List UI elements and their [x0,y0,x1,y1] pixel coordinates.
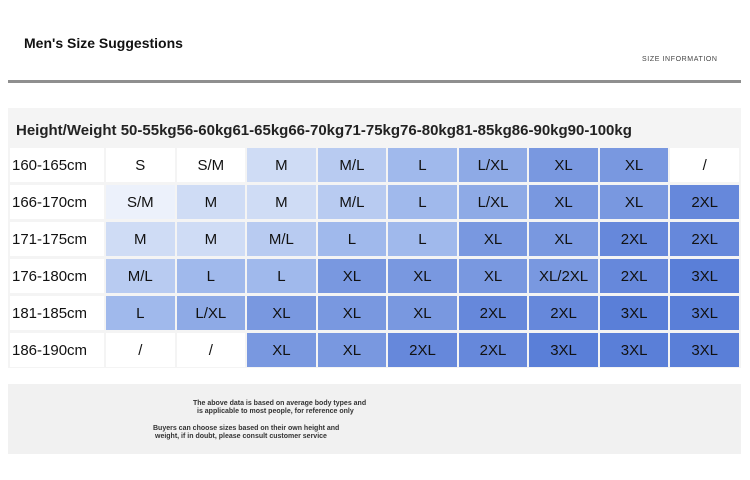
size-cell: XL [600,148,669,182]
size-cell: XL/2XL [529,259,598,293]
size-cell: XL [529,148,598,182]
size-cell: 2XL [670,185,739,219]
height-label: 166-170cm [10,185,104,219]
size-cell: M [177,185,246,219]
size-cell: 2XL [670,222,739,256]
table-header-row [10,115,739,145]
size-information-label: SIZE INFORMATION [642,56,718,63]
size-cell: M [177,222,246,256]
size-cell: XL [388,296,457,330]
size-cell: XL [529,222,598,256]
size-cell: XL [318,259,387,293]
size-cell: 2XL [388,333,457,367]
size-cell: XL [247,333,316,367]
table-row [10,222,739,256]
size-cell: 2XL [600,259,669,293]
size-cell: 3XL [600,296,669,330]
size-cell: 3XL [670,259,739,293]
height-label: 160-165cm [10,148,104,182]
height-label: 186-190cm [10,333,104,367]
size-cell: L/XL [459,148,528,182]
size-cell: 2XL [529,296,598,330]
notes-panel [8,384,741,454]
header-divider [8,80,741,83]
size-cell: 3XL [529,333,598,367]
size-cell: 2XL [459,333,528,367]
size-cell: S [106,148,175,182]
size-cell: L [106,296,175,330]
size-cell: XL [318,296,387,330]
size-cell: L [177,259,246,293]
size-cell: 3XL [670,333,739,367]
table-row [10,185,739,219]
size-cell: L/XL [177,296,246,330]
table-body [10,148,739,367]
size-cell: L [388,185,457,219]
size-cell: L [388,148,457,182]
size-cell: M/L [106,259,175,293]
size-cell: 2XL [459,296,528,330]
size-cell: XL [600,185,669,219]
size-cell: L [247,259,316,293]
height-label: 176-180cm [10,259,104,293]
size-cell: M/L [318,148,387,182]
height-label: 181-185cm [10,296,104,330]
size-cell: L [318,222,387,256]
note-line-1: The above data is based on average body types and [193,400,367,407]
size-cell: S/M [106,185,175,219]
size-cell: 3XL [670,296,739,330]
size-cell: M/L [318,185,387,219]
note-line-3: Buyers can choose sizes based on their own height and [153,425,340,432]
size-cell: XL [459,259,528,293]
size-cell: / [670,148,739,182]
size-table [8,112,741,370]
size-cell: M [247,185,316,219]
table-row [10,259,739,293]
size-cell: XL [388,259,457,293]
size-cell: 3XL [600,333,669,367]
size-cell: / [177,333,246,367]
size-cell: XL [318,333,387,367]
size-cell: L [388,222,457,256]
size-cell: XL [247,296,316,330]
table-heading: Height/Weight 50-55kg56-60kg61-65kg66-70kg71-75kg76-80kg81-85kg86-90kg90-100kg [16,121,632,139]
size-cell: L/XL [459,185,528,219]
size-cell: XL [529,185,598,219]
size-cell: M/L [247,222,316,256]
height-label: 171-175cm [10,222,104,256]
table-row [10,296,739,330]
size-cell: M [106,222,175,256]
table-row [10,333,739,367]
size-cell: S/M [177,148,246,182]
size-cell: / [106,333,175,367]
note-line-2: is applicable to most people, for reference only [197,408,354,415]
size-cell: XL [459,222,528,256]
table-row [10,148,739,182]
size-cell: 2XL [600,222,669,256]
note-line-4: weight, if in doubt, please consult customer service [155,433,327,440]
page-title: Men's Size Suggestions [24,35,183,51]
size-cell: M [247,148,316,182]
